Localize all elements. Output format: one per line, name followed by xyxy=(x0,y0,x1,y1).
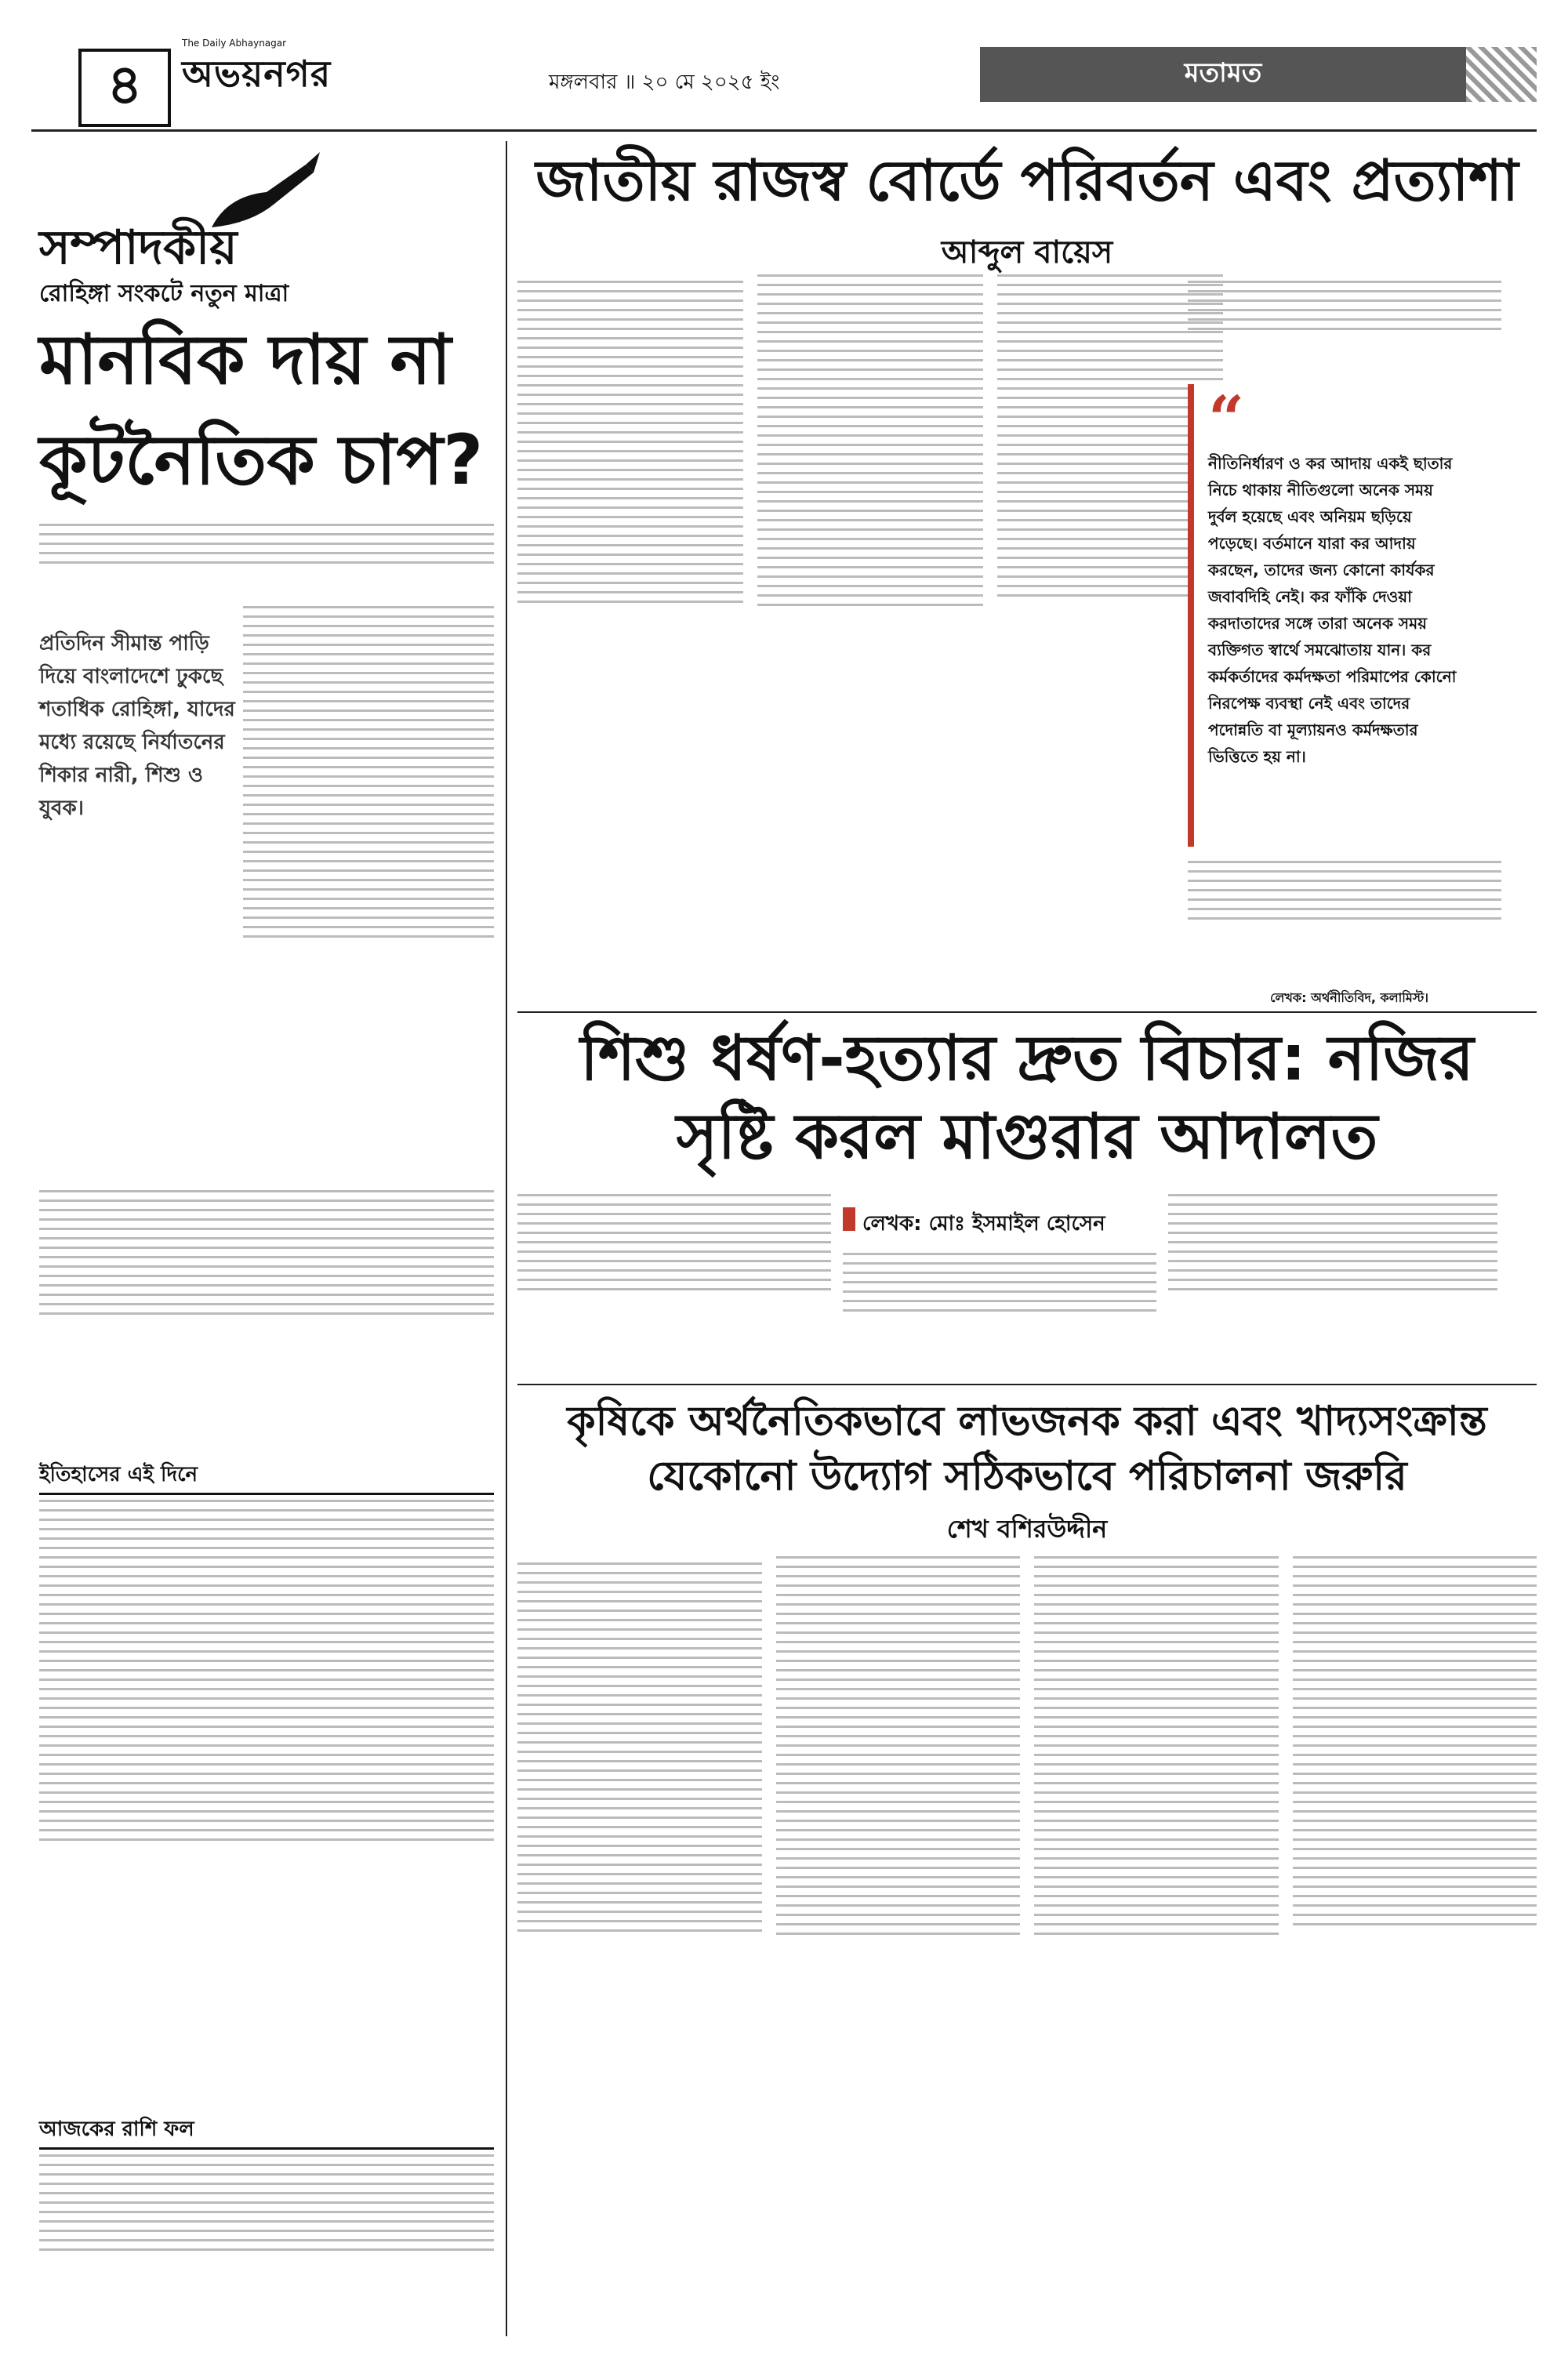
history-title: ইতিহাসের এই দিনে xyxy=(39,1458,494,1495)
editorial-kicker: রোহিঙ্গা সংকটে নতুন মাত্রা xyxy=(39,280,289,307)
article1-body xyxy=(517,274,1223,1003)
header-rule xyxy=(31,129,1537,132)
history-list xyxy=(39,1493,494,2097)
quote-mark-icon: “ xyxy=(1208,382,1245,455)
page-number: ৪ xyxy=(78,49,171,127)
editorial-intro xyxy=(39,517,494,596)
issue-date: মঙ্গলবার ॥ ২০ মে ২০২৫ ইং xyxy=(549,71,780,94)
editorial-label: সম্পাদকীয় xyxy=(39,220,238,275)
article2-headline-line2: সৃষ্টি করল মাগুরার আদালত xyxy=(676,1100,1378,1173)
article2-rule xyxy=(517,1384,1537,1385)
horoscope-title: আজকের রাশি ফল xyxy=(39,2113,494,2150)
article1-author: আব্দুল বায়েস xyxy=(941,234,1113,270)
editorial-pullquote: প্রতিদিন সীমান্ত পাড়ি দিয়ে বাংলাদেশে ঢুকছে শতাধিক রোহিঙ্গা, যাদের মধ্যে রয়েছে নির্যাতনের শিকার নারী, শিশু ও যুবক। xyxy=(39,632,235,820)
article1-body-col4-top xyxy=(1188,274,1501,376)
article1-body-col4-bottom xyxy=(1188,855,1501,980)
editorial-body-right xyxy=(243,600,494,1180)
header-stripe xyxy=(1466,47,1537,102)
article1-quote: নীতিনির্ধারণ ও কর আদায় একই ছাতার নিচে থাকায় নীতিগুলো অনেক সময় দুর্বল হয়েছে এবং অনিয়ম ছড়িয়ে পড়েছে। বর্তমানে যারা কর আদায় করছেন, তাদের জন্য কোনো কার্যকর জবাবদিহি নেই। কর ফাঁকি দেওয়া করদাতাদের সঙ্গে তারা অনেক সময় ব্যক্তিগত স্বার্থে সমঝোতায় যান। কর কর্মকর্তাদের কর্মদক্ষতা পরিমাপের কোনো নিরপেক্ষ ব্যবস্থা নেই এবং তাদের পদোন্নতি বা মূল্যায়নও কর্মদক্ষতার ভিত্তিতে হয় না। xyxy=(1208,454,1457,766)
article2-body-col2 xyxy=(843,1247,1156,1376)
article1-quote-box xyxy=(1188,384,1478,847)
article3-headline-line2: যেকোনো উদ্যোগ সঠিকভাবে পরিচালনা জরুরি xyxy=(647,1453,1407,1500)
article1-headline: জাতীয় রাজস্ব বোর্ডে পরিবর্তন এবং প্রত্যাশা xyxy=(535,147,1519,213)
article2-body-col1 xyxy=(517,1188,831,1376)
horoscope-list xyxy=(39,2148,494,2336)
column-divider xyxy=(506,141,507,2336)
article2-author: লেখক: মোঃ ইসমাইল হোসেন xyxy=(862,1212,1105,1236)
article2-headline-line1: শিশু ধর্ষণ-হত্যার দ্রুত বিচার: নজির xyxy=(580,1022,1474,1094)
article3-headline-line1: কৃষিকে অর্থনৈতিকভাবে লাভজনক করা এবং খাদ্যসংক্রান্ত xyxy=(567,1398,1487,1445)
article3-author: শেখ বশিরউদ্দীন xyxy=(946,1514,1108,1544)
article1-author-note: লেখক: অর্থনীতিবিদ, কলামিস্ট। xyxy=(1270,990,1429,1005)
article2-author-marker xyxy=(843,1207,855,1231)
paper-tagline: The Daily Abhaynagar xyxy=(182,38,287,49)
article3-body xyxy=(517,1556,1537,2332)
editorial-body-bottom xyxy=(39,1184,494,1419)
paper-logo: অভয়নগর xyxy=(182,53,332,95)
article1-rule xyxy=(517,1011,1537,1013)
section-tab: মতামত xyxy=(980,47,1466,102)
editorial-headline: মানবিক দায় না কূটনৈতিক চাপ? xyxy=(39,319,484,500)
article2-body-col3 xyxy=(1168,1188,1497,1376)
